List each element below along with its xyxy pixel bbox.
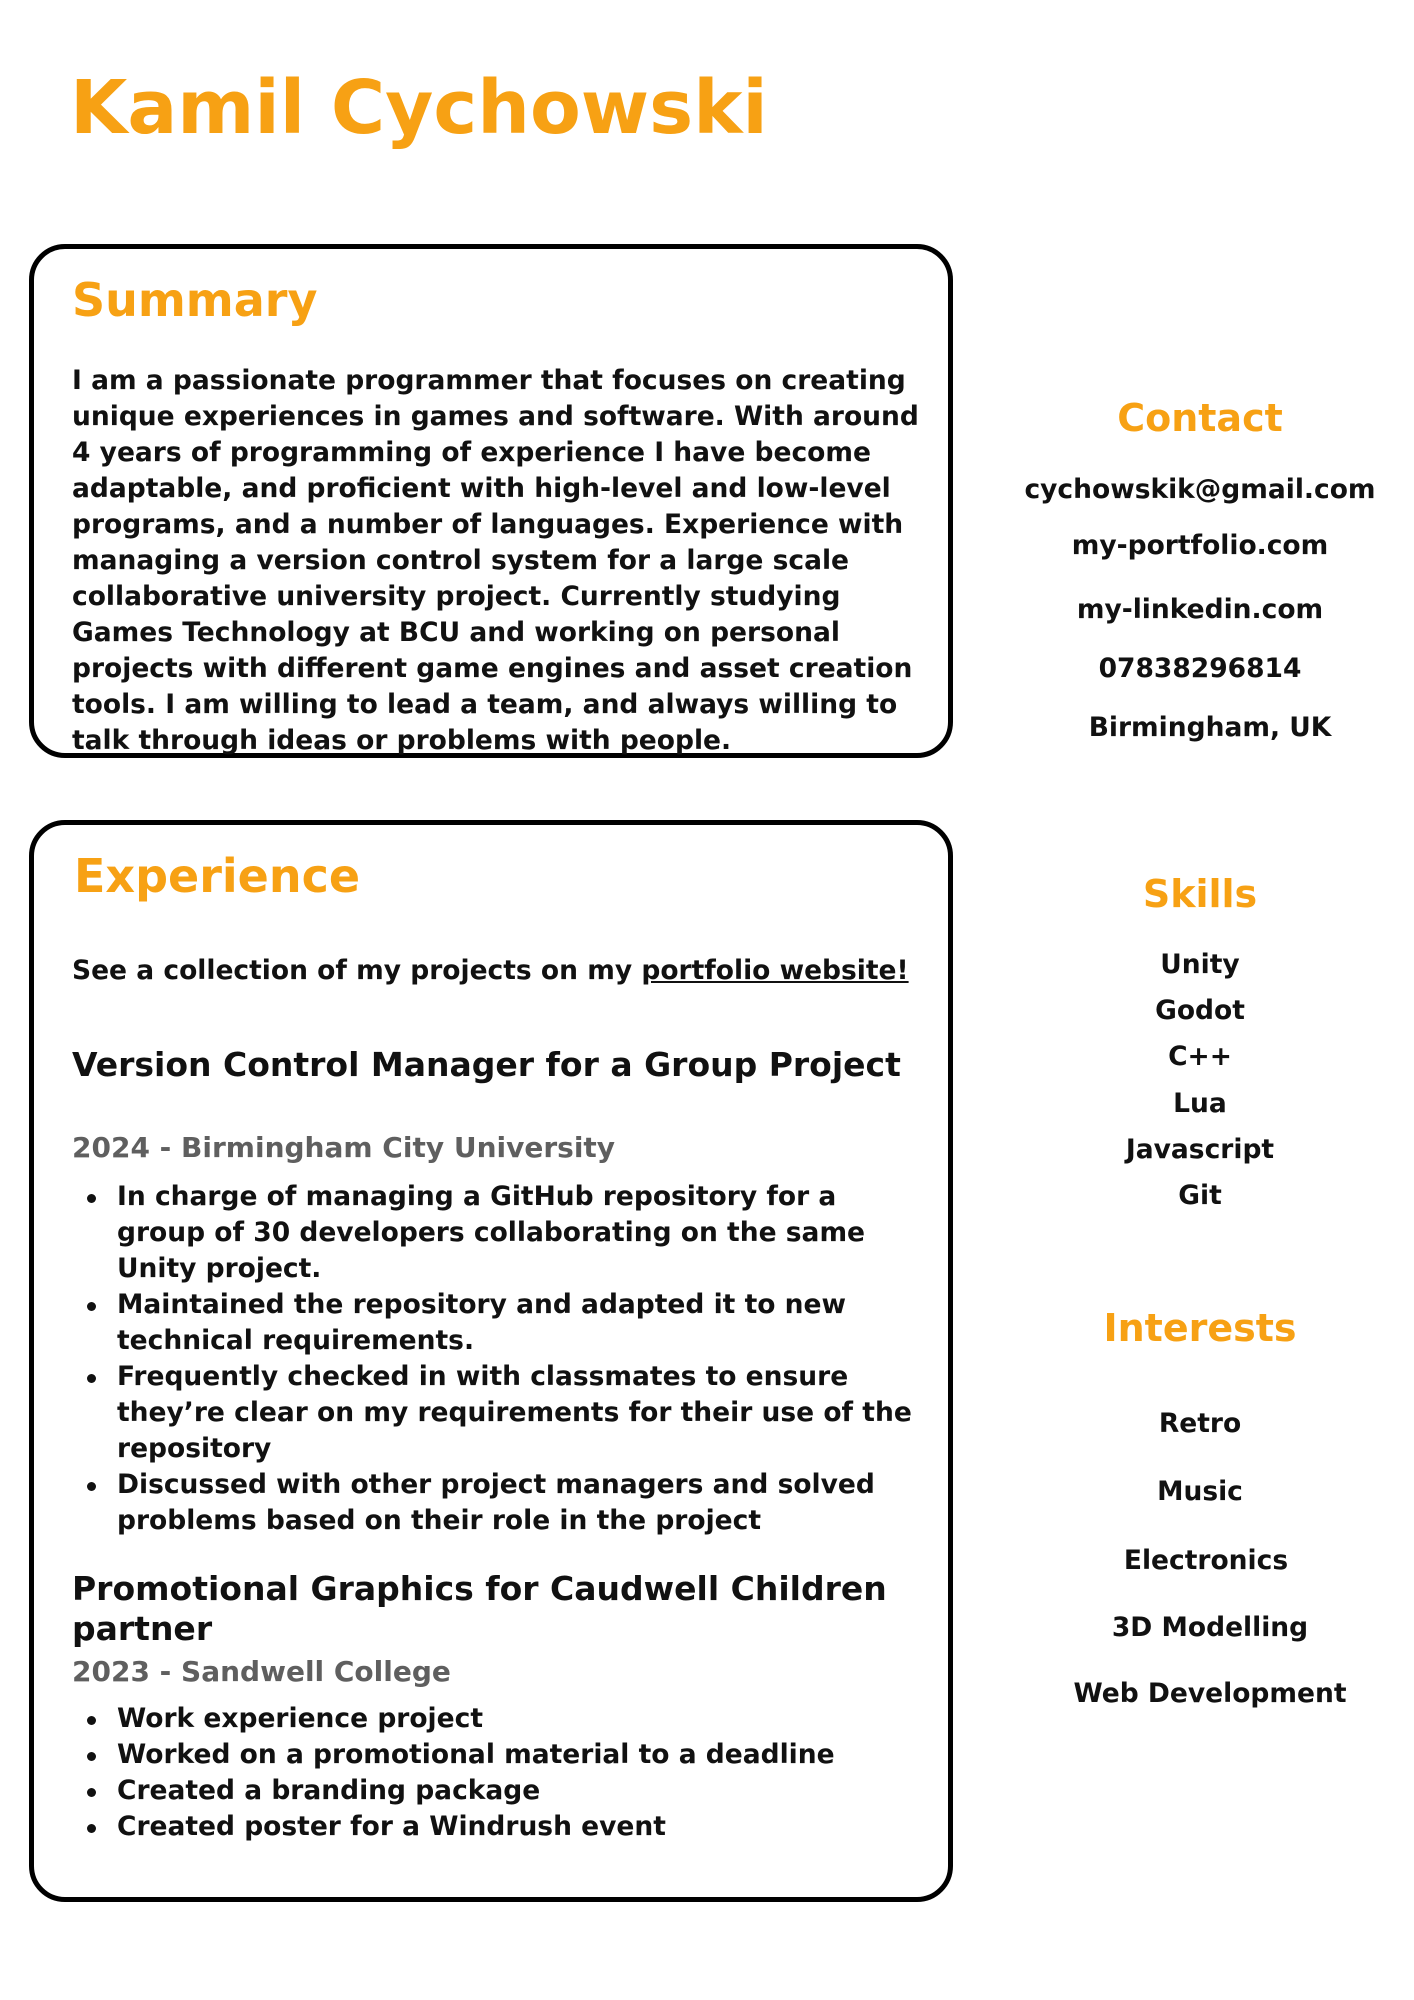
job-meta-2: 2023 - Sandwell College [72, 1655, 451, 1688]
list-item: In charge of managing a GitHub repository for a group of 30 developers collaborating on the same Unity project. [72, 1179, 932, 1287]
contact-portfolio[interactable]: my-portfolio.com [1071, 530, 1329, 561]
experience-title: Experience [74, 849, 361, 903]
interest-item: Electronics [1123, 1545, 1289, 1576]
list-item: Worked on a promotional material to a deadline [72, 1737, 932, 1773]
interests-section [1000, 1306, 1400, 1709]
job-bullets-1 [72, 1179, 932, 1539]
skill-item: Git [1178, 1180, 1222, 1211]
experience-card [29, 820, 953, 1902]
list-item: Work experience project [72, 1701, 932, 1737]
contact-title: Contact [1117, 396, 1283, 440]
contact-linkedin[interactable]: my-linkedin.com [1076, 594, 1324, 625]
interest-item: 3D Modelling [1111, 1612, 1309, 1643]
summary-title: Summary [72, 273, 318, 327]
interest-item: Music [1157, 1476, 1243, 1507]
skill-item: C++ [1168, 1041, 1232, 1072]
experience-intro [72, 953, 909, 989]
list-item: Discussed with other project managers and solved problems based on their role in the project [72, 1467, 932, 1539]
job-title-1: Version Control Manager for a Group Project [72, 1045, 901, 1084]
skills-section [1000, 872, 1400, 1211]
contact-email[interactable]: cychowskik@gmail.com [1024, 474, 1376, 505]
skills-title: Skills [1142, 872, 1258, 916]
summary-text: I am a passionate programmer that focuses on creating unique experiences in games and software. With around 4 years of programming of experience I have become adaptable, and proficient with high-level and low-level programs, and a number of languages. Experience with managing a version control system for a large scale collaborative university project. Currently studying Games Technology at BCU and working on personal projects with different game engines and asset creation tools. I am willing to lead a team, and always willing to talk through ideas or problems with people. [72, 365, 919, 756]
skill-item: Javascript [1125, 1134, 1275, 1165]
job-bullets-2 [72, 1701, 932, 1845]
contact-phone: 07838296814 [1098, 653, 1302, 684]
candidate-name: Kamil Cychowski [70, 65, 768, 151]
contact-section [1000, 396, 1400, 743]
summary-card [29, 244, 953, 758]
list-item: Maintained the repository and adapted it to new technical requirements. [72, 1287, 932, 1359]
list-item: Frequently checked in with classmates to ensure they’re clear on my requirements for their use of the repository [72, 1359, 932, 1467]
list-item: Created poster for a Windrush event [72, 1809, 932, 1845]
experience-intro-text: See a collection of my projects on my [72, 955, 642, 986]
contact-location: Birmingham, UK [1088, 712, 1332, 743]
interest-item: Web Development [1073, 1678, 1347, 1709]
skill-item: Unity [1160, 949, 1240, 980]
interest-item: Retro [1158, 1408, 1242, 1439]
portfolio-website-link[interactable]: portfolio website! [641, 955, 909, 986]
skill-item: Lua [1173, 1088, 1227, 1119]
list-item: Created a branding package [72, 1773, 932, 1809]
job-meta-1: 2024 - Birmingham City University [72, 1131, 616, 1164]
interests-title: Interests [1103, 1306, 1297, 1350]
skill-item: Godot [1155, 995, 1245, 1026]
job-title-2: Promotional Graphics for Caudwell Children partner [72, 1569, 887, 1648]
